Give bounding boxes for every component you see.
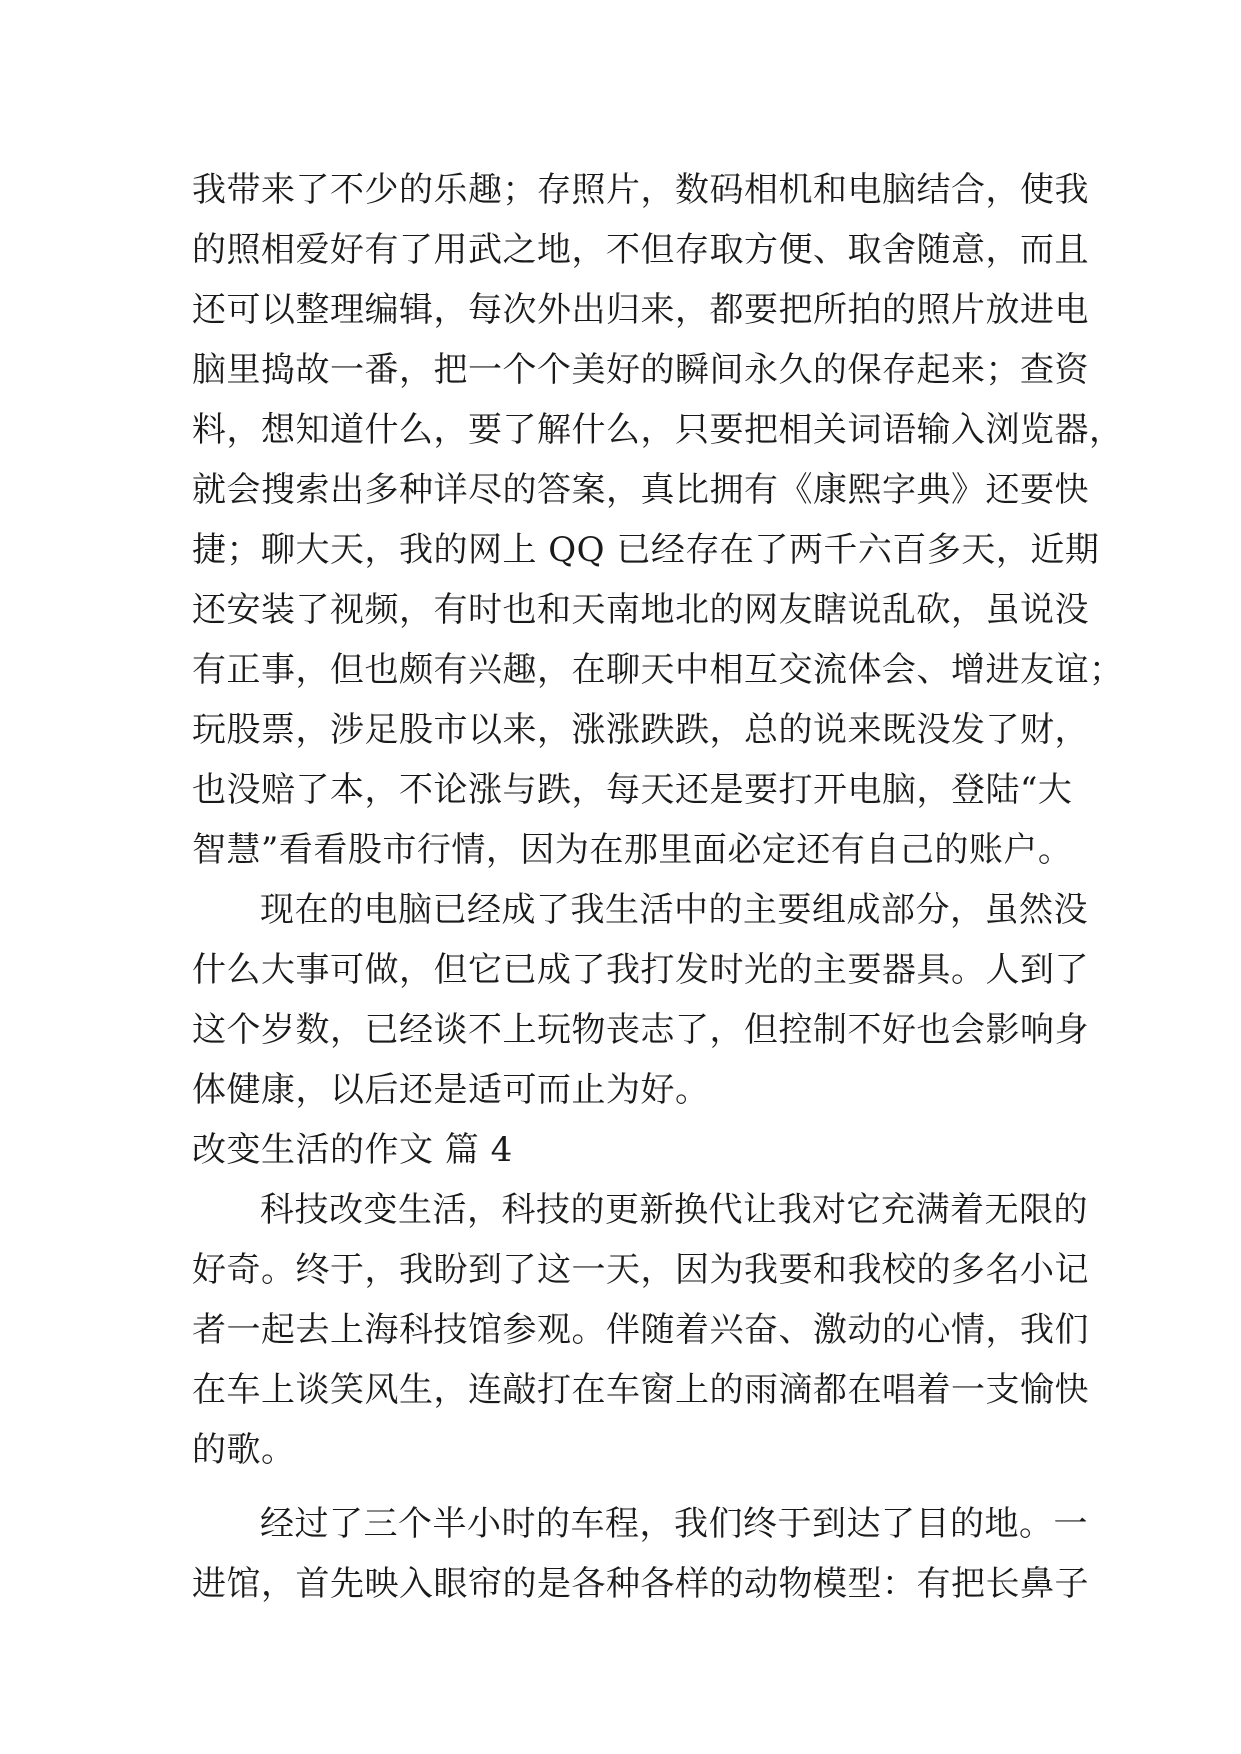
text-line: 还可以整理编辑，每次外出归来，都要把所拍的照片放进电 (192, 290, 1089, 330)
paragraph-continued (192, 160, 1124, 880)
text-line: 有正事，但也颇有兴趣，在聊天中相互交流体会、增进友谊； (192, 650, 1124, 690)
text-line: 捷；聊大天，我的网上 QQ 已经存在了两千六百多天，近期 (192, 530, 1100, 570)
text-line: 现在的电脑已经成了我生活中的主要组成部分，虽然没 (260, 890, 1088, 930)
text-line: 在车上谈笑风生，连敲打在车窗上的雨滴都在唱着一支愉快 (192, 1370, 1089, 1410)
text-line: 体健康，以后还是适可而止为好。 (192, 1070, 710, 1110)
text-line: 的照相爱好有了用武之地，不但存取方便、取舍随意，而且 (192, 230, 1089, 270)
text-line: 还安装了视频，有时也和天南地北的网友瞎说乱砍，虽说没 (192, 590, 1089, 630)
text-line: 好奇。终于，我盼到了这一天，因为我要和我校的多名小记 (192, 1250, 1089, 1290)
document-body (192, 160, 1124, 1614)
text-line: 科技改变生活，科技的更新换代让我对它充满着无限的 (260, 1190, 1088, 1230)
paragraph-spacer (192, 1480, 1082, 1494)
text-line: 经过了三个半小时的车程，我们终于到达了目的地。一 (260, 1504, 1088, 1544)
text-line: 什么大事可做，但它已成了我打发时光的主要器具。人到了 (192, 950, 1089, 990)
paragraph-intro (192, 1180, 1089, 1480)
text-line: 料，想知道什么，要了解什么，只要把相关词语输入浏览器， (192, 410, 1124, 450)
text-line: 也没赔了本，不论涨与跌，每天还是要打开电脑，登陆“大 (192, 770, 1073, 810)
paragraph-arrival (192, 1494, 1089, 1614)
text-line: 我带来了不少的乐趣；存照片，数码相机和电脑结合，使我 (192, 170, 1089, 210)
text-line: 进馆，首先映入眼帘的是各种各样的动物模型：有把长鼻子 (192, 1564, 1089, 1604)
paragraph-conclusion (192, 880, 1089, 1120)
text-line: 智慧”看看股市行情，因为在那里面必定还有自己的账户。 (192, 830, 1073, 870)
text-line: 的歌。 (192, 1430, 296, 1470)
text-line: 脑里捣故一番，把一个个美好的瞬间永久的保存起来；查资 (192, 350, 1089, 390)
text-line: 就会搜索出多种详尽的答案，真比拥有《康熙字典》还要快 (192, 470, 1089, 510)
text-line: 者一起去上海科技馆参观。伴随着兴奋、激动的心情，我们 (192, 1310, 1089, 1350)
section-heading: 改变生活的作文 篇 4 (192, 1130, 513, 1170)
text-line: 这个岁数，已经谈不上玩物丧志了，但控制不好也会影响身 (192, 1010, 1089, 1050)
text-line: 玩股票，涉足股市以来，涨涨跌跌，总的说来既没发了财， (192, 710, 1089, 750)
